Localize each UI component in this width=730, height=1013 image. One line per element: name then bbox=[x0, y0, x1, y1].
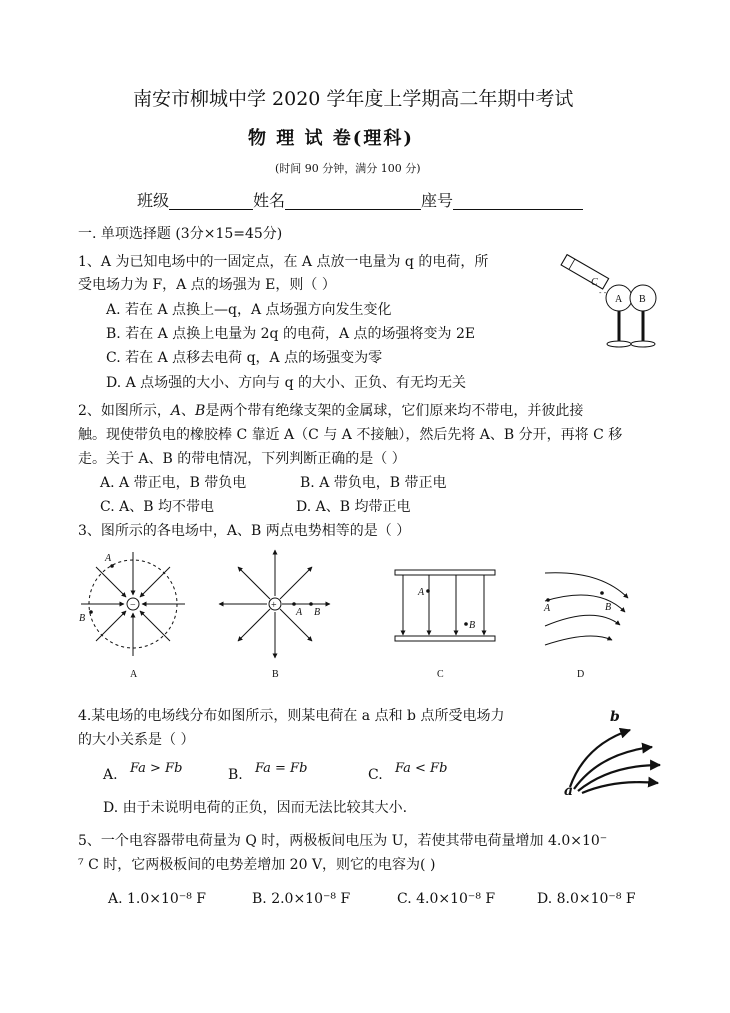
q5-option-b: B. 2.0×10⁻⁸ F bbox=[252, 891, 351, 907]
q4-stem-line2: 的大小关系是（ ） bbox=[78, 732, 195, 748]
q1-option-a: A. 若在 A 点换上—q，A 点场强方向发生变化 bbox=[106, 302, 392, 318]
paper-subtitle: 物 理 试 卷(理科) bbox=[248, 128, 414, 149]
q4-option-c-label: C. bbox=[368, 767, 383, 783]
q3-caption-d: D bbox=[577, 669, 585, 680]
q3-d-point-b: B bbox=[605, 602, 612, 613]
q1-rod-label: C bbox=[591, 277, 598, 288]
q3-b-point-a: A bbox=[296, 607, 303, 618]
q3-a-point-b: B bbox=[79, 613, 86, 624]
q5-option-c: C. 4.0×10⁻⁸ F bbox=[397, 891, 496, 907]
q3-b-plus: + bbox=[271, 600, 277, 611]
q4-stem-line1: 4.某电场的电场线分布如图所示，则某电荷在 a 点和 b 点所受电场力 bbox=[78, 708, 505, 724]
q2-option-d: D. A、B 均带正电 bbox=[296, 499, 411, 515]
q3-figure-d bbox=[543, 573, 628, 645]
q1-ball-a-label: A bbox=[615, 294, 623, 305]
q2-text-a: A bbox=[170, 403, 182, 419]
q1-stem-line1: 1、A 为已知电场中的一固定点，在 A 点放一电量为 q 的电荷，所 bbox=[78, 254, 489, 270]
q4-option-a-label: A. bbox=[103, 767, 118, 783]
q4-point-a: a bbox=[564, 783, 574, 799]
q2-option-b: B. A 带负电，B 带正电 bbox=[300, 475, 447, 491]
q1-stem-line2: 受电场力为 F，A 点的场强为 E，则（ ） bbox=[78, 277, 336, 293]
q3-b-point-b: B bbox=[314, 607, 321, 618]
q3-c-point-b: B bbox=[469, 620, 476, 631]
q1-option-c: C. 若在 A 点移去电荷 q，A 点的场强变为零 bbox=[106, 350, 383, 366]
seat-label: 座号 bbox=[421, 191, 454, 210]
section-heading: 一. 单项选择题 (3分×15=45分) bbox=[78, 226, 283, 242]
q4-option-d: D. 由于未说明电荷的正负，因而无法比较其大小. bbox=[103, 800, 408, 816]
class-label: 班级 bbox=[137, 191, 170, 210]
q2-text-sep: 、 bbox=[181, 403, 196, 419]
q3-a-minus: − bbox=[130, 600, 136, 611]
q1-option-b: B. 若在 A 点换上电量为 2q 的电荷，A 点的场强将变为 2E bbox=[106, 326, 476, 342]
q1-option-d: D. A 点场强的大小、方向与 q 的大小、正负、有无均无关 bbox=[106, 375, 467, 391]
q2-option-c: C. A、B 均不带电 bbox=[100, 499, 214, 515]
q3-figure-c bbox=[395, 570, 495, 641]
q4-option-a-expr: Fa > Fb bbox=[130, 761, 183, 776]
name-label: 姓名 bbox=[253, 191, 286, 210]
q4-option-c-expr: Fa < Fb bbox=[395, 761, 448, 776]
q4-option-b-expr: Fa = Fb bbox=[255, 761, 308, 776]
q4-point-b: b bbox=[610, 709, 620, 725]
q3-d-point-a: A bbox=[544, 603, 551, 614]
q5-stem-line2: ⁷ C 时，它两极板间的电势差增加 20 V，则它的电容为( ) bbox=[78, 857, 436, 873]
q4-option-b-label: B. bbox=[228, 767, 243, 783]
q5-option-d: D. 8.0×10⁻⁸ F bbox=[537, 891, 636, 907]
q3-caption-a: A bbox=[130, 669, 138, 680]
q2-stem-line2: 触。现使带负电的橡胶棒 C 靠近 A（C 与 A 不接触），然后先将 A、B 分开，再将 C 移 bbox=[78, 427, 623, 443]
q3-figure-a bbox=[79, 552, 185, 656]
q5-option-a: A. 1.0×10⁻⁸ F bbox=[108, 891, 206, 907]
q3-caption-b: B bbox=[272, 669, 279, 680]
q3-a-point-a: A bbox=[105, 553, 112, 564]
q4-figure-field-lines bbox=[560, 705, 670, 805]
exam-title: 南安市柳城中学 2020 学年度上学期高二年期中考试 bbox=[133, 88, 574, 110]
q3-stem: 3、图所示的各电场中，A、B 两点电势相等的是（ ） bbox=[78, 523, 411, 539]
q3-c-point-a: A bbox=[418, 587, 425, 598]
time-score-note: (时间 90 分钟，满分 100 分) bbox=[275, 162, 421, 175]
svg-text:- -: - - bbox=[599, 289, 607, 297]
q2-text-1: 2、如图所示， bbox=[78, 403, 171, 419]
q5-stem-line1: 5、一个电容器带电荷量为 Q 时，两极板间电压为 U，若使其带电荷量增加 4.0×10⁻ bbox=[78, 833, 608, 849]
q2-text-2: 是两个带有绝缘支架的金属球，它们原来均不带电，并彼此接 bbox=[205, 403, 584, 419]
q2-option-a: A. A 带正电，B 带负电 bbox=[100, 475, 247, 491]
q3-caption-c: C bbox=[437, 669, 444, 680]
q1-ball-b-label: B bbox=[639, 294, 646, 305]
q3-figure-b bbox=[219, 550, 330, 658]
q2-text-b: B bbox=[195, 403, 206, 419]
q2-stem-line3: 走。关于 A、B 的带电情况，下列判断正确的是（ ） bbox=[78, 451, 406, 467]
